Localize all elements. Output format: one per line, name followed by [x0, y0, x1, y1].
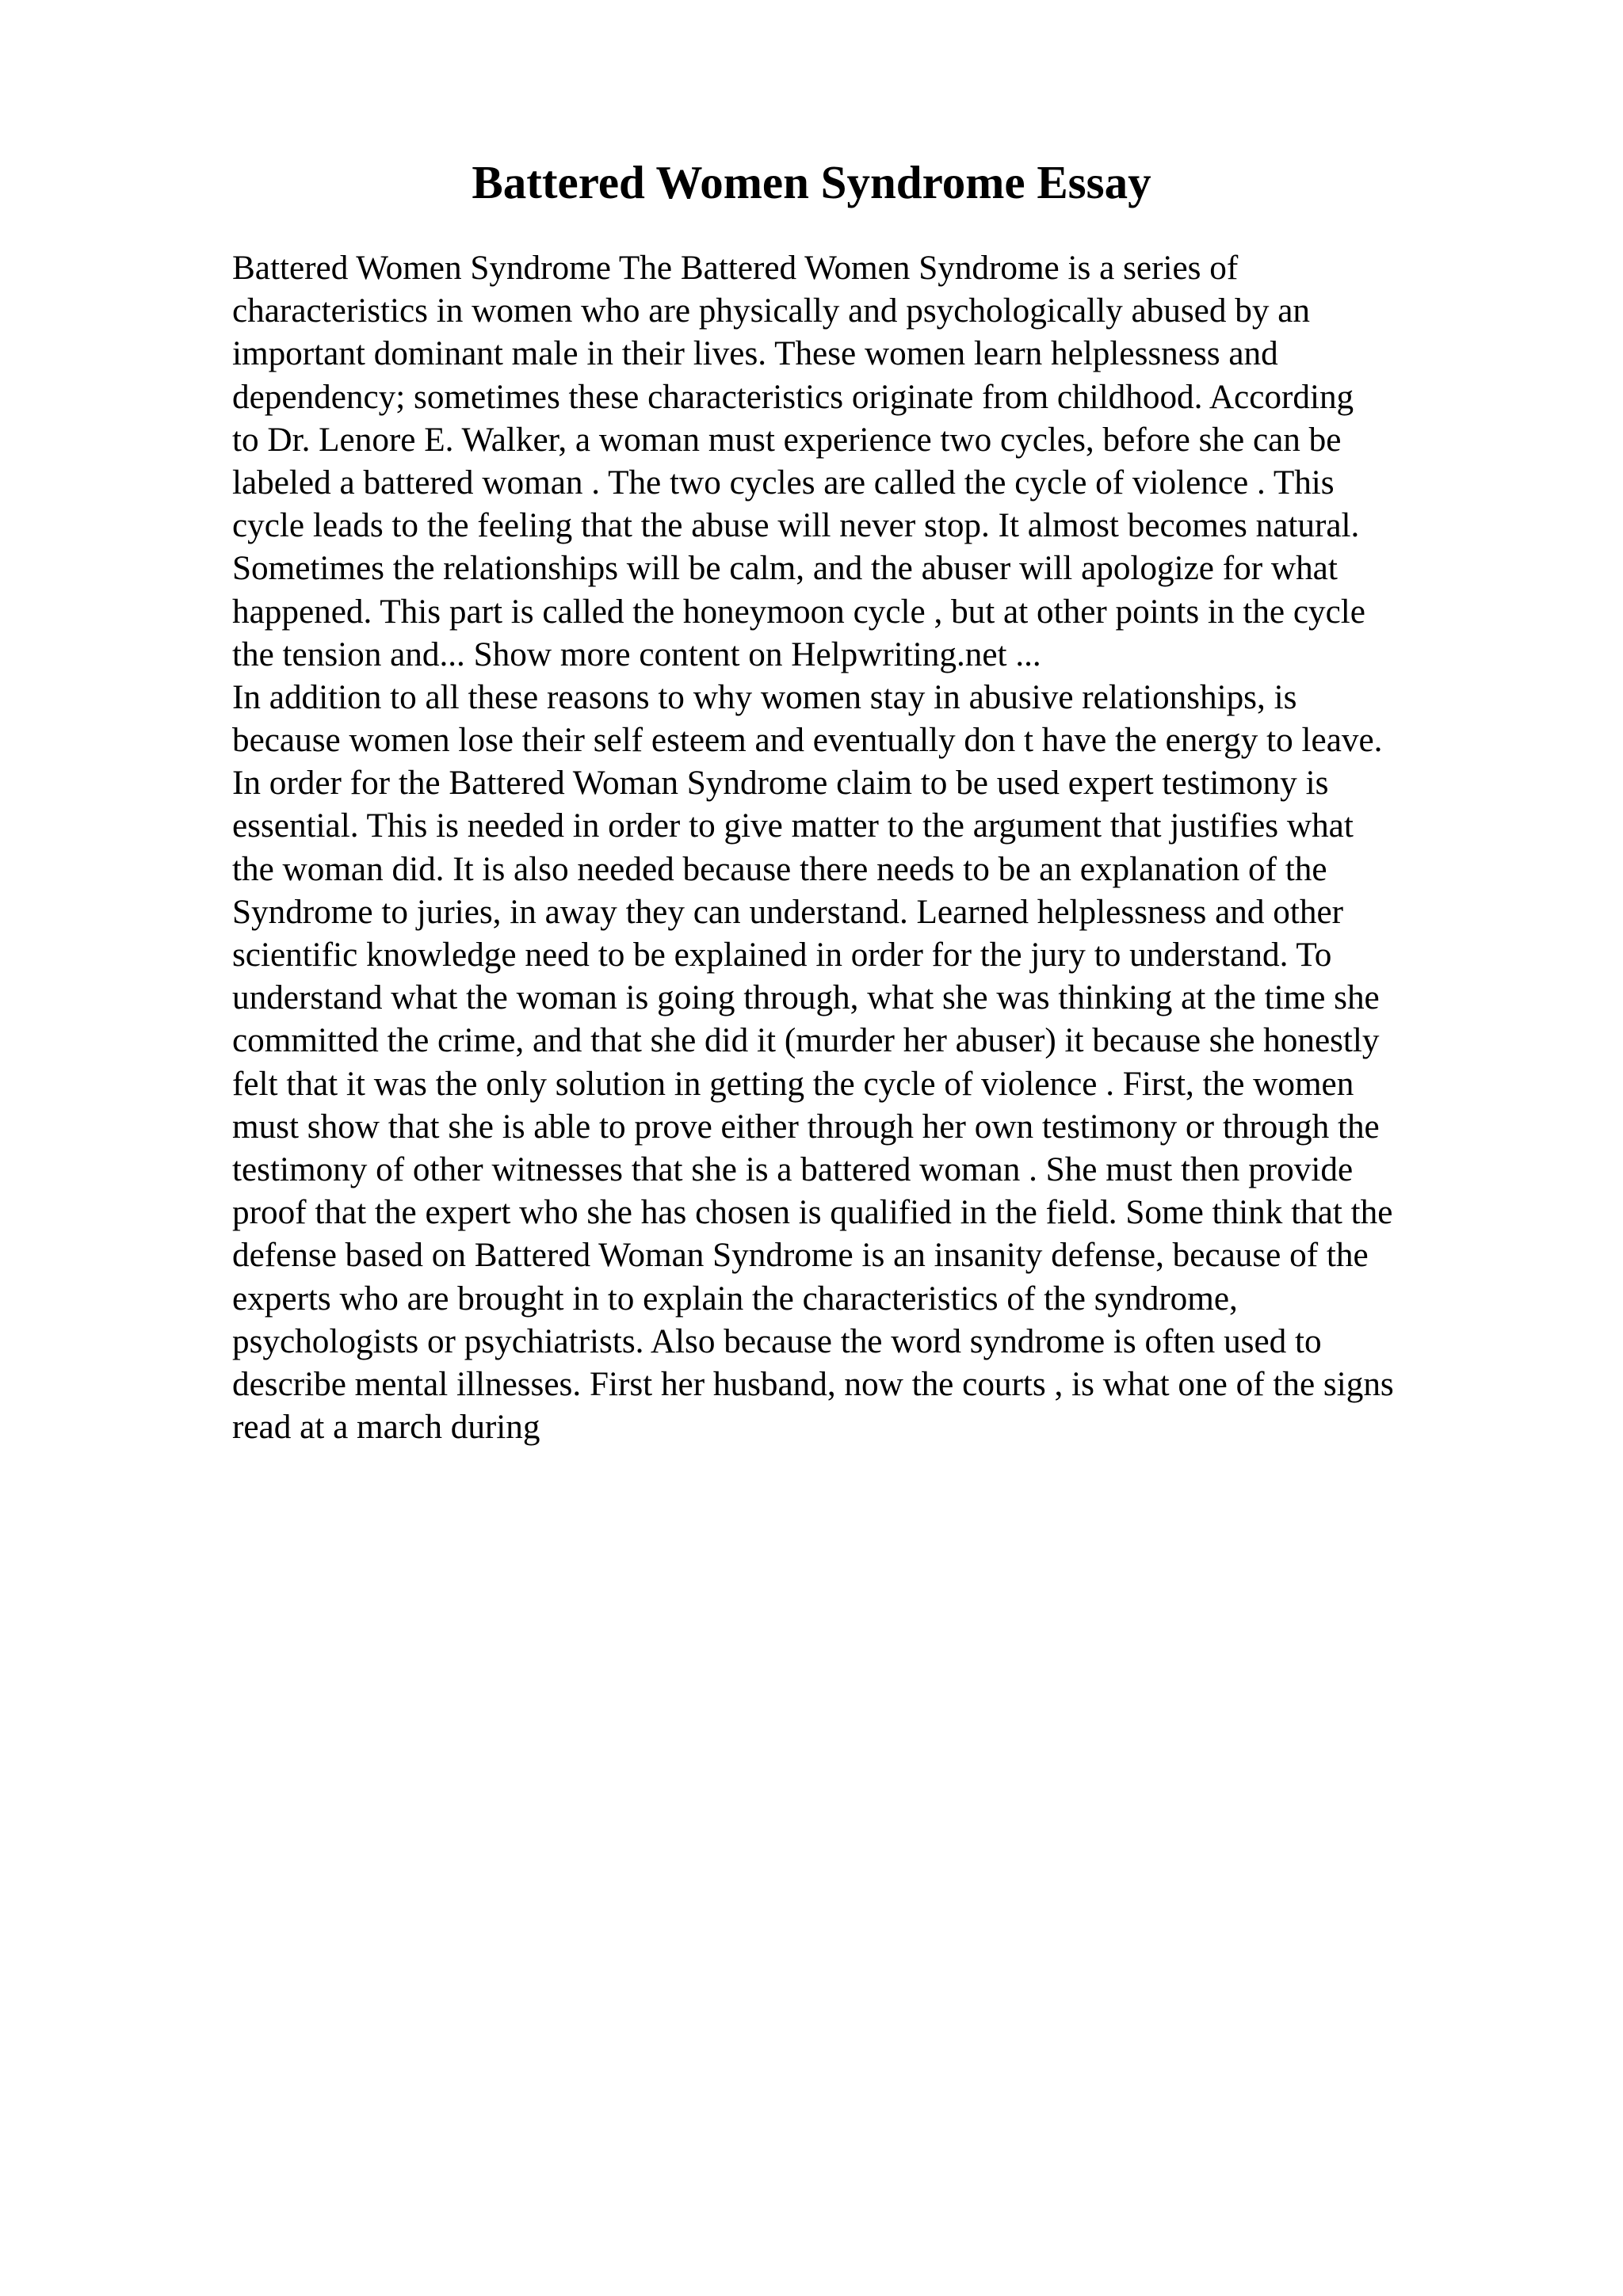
essay-line: proof that the expert who she has chosen is qualified in the field. Some think that the — [232, 1194, 1393, 1232]
essay-line: describe mental illnesses. First her husband, now the courts , is what one of the signs — [232, 1365, 1394, 1403]
essay-line: understand what the woman is going through, what she was thinking at the time she — [232, 979, 1380, 1017]
essay-line: happened. This part is called the honeymoon cycle , but at other points in the cycle — [232, 593, 1365, 631]
document-title: Battered Women Syndrome Essay — [472, 156, 1151, 208]
essay-line: Syndrome to juries, in away they can understand. Learned helplessness and other — [232, 893, 1343, 931]
essay-line: psychologists or psychiatrists. Also because the word syndrome is often used to — [232, 1322, 1322, 1360]
essay-line: characteristics in women who are physically and psychologically abused by an — [232, 292, 1310, 330]
essay-line: Sometimes the relationships will be calm, and the abuser will apologize for what — [232, 550, 1338, 588]
essay-line: In order for the Battered Woman Syndrome claim to be used expert testimony is — [232, 765, 1329, 803]
essay-line: must show that she is able to prove either through her own testimony or through the — [232, 1108, 1380, 1146]
essay-line: to Dr. Lenore E. Walker, a woman must experience two cycles, before she can be — [232, 421, 1342, 459]
essay-line: felt that it was the only solution in getting the cycle of violence . First, the women — [232, 1065, 1354, 1103]
essay-line: the woman did. It is also needed because there needs to be an explanation of the — [232, 850, 1327, 888]
essay-line: In addition to all these reasons to why women stay in abusive relationships, is — [232, 678, 1297, 716]
essay-line: cycle leads to the feeling that the abuse will never stop. It almost becomes natural. — [232, 507, 1360, 545]
essay-line: because women lose their self esteem and eventually don t have the energy to leave. — [232, 722, 1383, 760]
essay-line: dependency; sometimes these characteristics originate from childhood. According — [232, 378, 1354, 416]
essay-line: read at a march during — [232, 1409, 540, 1447]
essay-line: testimony of other witnesses that she is a battered woman . She must then provide — [232, 1150, 1354, 1188]
essay-line: Battered Women Syndrome The Battered Women Syndrome is a series of — [232, 250, 1239, 287]
essay-line: the tension and... Show more content on Helpwriting.net ... — [232, 635, 1041, 673]
essay-line: committed the crime, and that she did it (murder her abuser) it because she honestly — [232, 1022, 1380, 1060]
essay-line: defense based on Battered Woman Syndrome is an insanity defense, because of the — [232, 1237, 1369, 1275]
essay-body — [232, 247, 1500, 1449]
essay-line: important dominant male in their lives. These women learn helplessness and — [232, 335, 1278, 373]
essay-line: essential. This is needed in order to give matter to the argument that justifies what — [232, 807, 1354, 845]
essay-line: experts who are brought in to explain the characteristics of the syndrome, — [232, 1280, 1238, 1318]
essay-line: scientific knowledge need to be explained in order for the jury to understand. To — [232, 936, 1332, 974]
essay-line: labeled a battered woman . The two cycles are called the cycle of violence . This — [232, 463, 1335, 502]
